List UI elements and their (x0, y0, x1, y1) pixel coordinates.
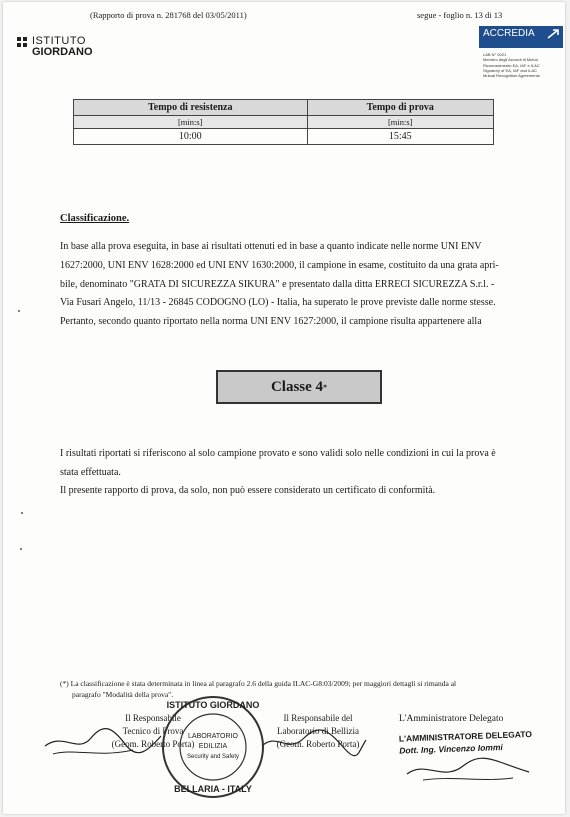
scan-speck (20, 548, 22, 550)
footnote-line: paragrafo "Modalità della prova". (72, 690, 174, 699)
stamp-line: Dott. Ing. Vincenzo Iommi (399, 742, 503, 756)
paragraph-line: Via Fusari Angelo, 11/13 - 26845 CODOGNO (LO) - Italia, ha superato le prove previste dalle norme stesse. (60, 297, 496, 309)
value-resistance-time: 10:00 (74, 129, 308, 145)
director-stamp (399, 727, 550, 756)
logo-grid-icon (17, 37, 27, 47)
footnote-line: (*) La classificazione è stata determinata in linea al paragrafo 2.6 della guida ILAC-G8:03/2009; per maggiori dettagli si rimanda al (60, 679, 457, 688)
scan-speck (18, 310, 20, 312)
document-page (3, 2, 565, 814)
header-resistance-time: Tempo di resistenza (74, 100, 308, 116)
signature-line: (Geom. Roberto Porta) (276, 739, 360, 749)
unit-resistance-time: [min:s] (74, 116, 308, 129)
note-line: I risultati riportati si riferiscono al solo campione provato e sono validi solo nelle condizioni in cui la prova è (60, 448, 496, 459)
scan-speck (21, 512, 23, 514)
paragraph-line: 1627:2000, UNI ENV 1628:2000 ed UNI ENV 1630:2000, il campione in esame, costituito da una grata apri- (60, 259, 499, 271)
handwritten-signature-right (403, 756, 533, 786)
paragraph-line: bile, denominato "GRATA DI SICUREZZA SIKURA" e presentato dalla ditta ERRECI SICUREZZA S.r.l. - (60, 278, 495, 290)
svg-text:EDILIZIA: EDILIZIA (198, 743, 228, 750)
signature-line: (Geom. Roberto Porta) (111, 739, 195, 749)
accredia-note: Mutual Recognition Agreements (483, 73, 540, 79)
logo-line-1: ISTITUTO (32, 35, 86, 47)
istituto-giordano-logo (17, 35, 127, 65)
class-label: Classe 4 (270, 378, 324, 395)
signature-line: Laboratorio di Bellizia (277, 726, 359, 736)
handwritten-signature-middle (258, 726, 368, 762)
classification-title: Classificazione. (60, 213, 130, 224)
accredia-note: Membro degli Accordi di Mutuo (483, 57, 538, 63)
logo-line-2: GIORDANO (32, 46, 93, 58)
accredia-note: LAB N° 0021 (483, 52, 507, 57)
svg-text:LABORATORIO: LABORATORIO (188, 733, 238, 740)
class-footnote-mark: * (323, 382, 328, 392)
results-table (73, 99, 494, 145)
accredia-note: Signatory of EA, IAF and ILAC (483, 67, 538, 73)
notes-paragraph (60, 445, 542, 501)
table-header-row (74, 100, 494, 116)
signature-line: Il Responsabile del (283, 713, 353, 723)
table-units-row (74, 116, 494, 129)
table-row (74, 129, 494, 145)
unit-test-time: [min:s] (307, 116, 494, 129)
accredia-note: Riconoscimento EA, IAF e ILAC (483, 62, 540, 68)
signature-line: Il Responsabile (125, 713, 181, 723)
svg-text:BELLARIA - ITALY: BELLARIA - ITALY (174, 784, 252, 794)
footnote (60, 678, 545, 700)
note-line: stata effettuata. (60, 466, 121, 478)
accredia-label: ACCREDIA (483, 28, 535, 39)
handwritten-signature-left (43, 724, 163, 764)
page-reference: segue - foglio n. 13 di 13 (417, 10, 503, 20)
value-test-time: 15:45 (307, 129, 494, 145)
institute-round-seal (158, 692, 268, 802)
header-test-time: Tempo di prova (307, 100, 494, 116)
signature-line: Tecnico di Prova (122, 726, 184, 736)
note-line: Il presente rapporto di prova, da solo, non può essere considerato un certificato di conformità. (60, 485, 436, 497)
report-reference: (Rapporto di prova n. 281768 del 03/05/2011) (90, 10, 247, 20)
stamp-line: L'AMMINISTRATORE DELEGATO (398, 728, 533, 744)
accredia-notes (483, 52, 563, 78)
classification-paragraph (60, 238, 542, 332)
svg-text:Security and Safety: Security and Safety (186, 754, 240, 760)
accredia-badge (479, 26, 563, 48)
paragraph-line: Pertanto, secondo quanto riportato nella norma UNI ENV 1627:2000, il campione risulta appartenere alla (60, 316, 482, 328)
svg-text:ISTITUTO GIORDANO: ISTITUTO GIORDANO (166, 700, 260, 710)
paragraph-line: In base alla prova eseguita, in base ai risultati ottenuti ed in base a quanto indicate nelle norme UNI ENV (60, 241, 482, 252)
director-title: L'Amministratore Delegato (399, 714, 504, 724)
class-result-box (216, 370, 382, 404)
accredia-arrow-icon (547, 29, 559, 39)
